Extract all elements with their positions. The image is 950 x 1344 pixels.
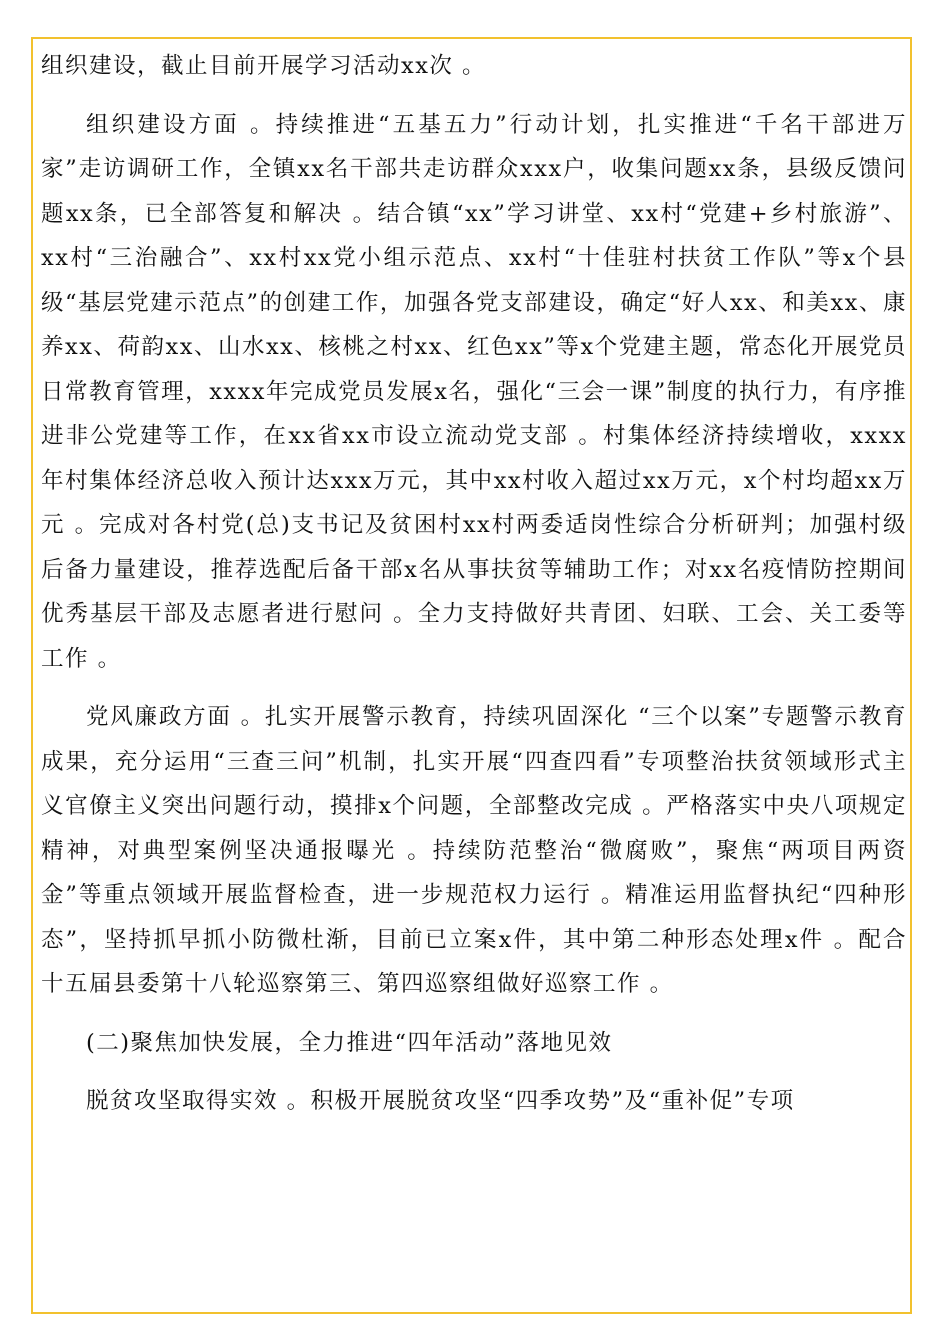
- paragraph-organization-continued: 组织建设，截止目前开展学习活动xx次 。: [41, 53, 487, 79]
- paragraph-clean-governance: 党风廉政方面 。扎实开展警示教育，持续巩固深化 “三个以案”专题警示教育成果，充分运用“三查三问”机制，扎实开展“四查四看”专项整治扶贫领域形式主义官僚主义突出问题行动，摸排x个问题，全部整改完成 。严格落实中央八项规定精神，对典型案例坚决通报曝光 。持续防范整治“微腐败”，聚焦“两项目两资金”等重点领域开展监督检查，进一步规范权力运行 。精准运用监督执纪“四种形态”，坚持抓早抓小防微杜渐，目前已立案x件，其中第二种形态处理x件 。配合十五届县委第十八轮巡察第三、第四巡察组做好巡察工作 。: [41, 704, 907, 997]
- paragraph-organization-building: 组织建设方面 。持续推进“五基五力”行动计划，扎实推进“千名干部进万家”走访调研工作，全镇xx名干部共走访群众xxx户，收集问题xx条，县级反馈问题xx条，已全部答复和解决 。结合镇“xx”学习讲堂、xx村“党建+乡村旅游”、xx村“三治融合”、xx村xx党小组示范点、xx村“十佳驻村扶贫工作队”等x个县级“基层党建示范点”的创建工作，加强各党支部建设，确定“好人xx、和美xx、康养xx、荷韵xx、山水xx、核桃之村xx、红色xx”等x个党建主题，常态化开展党员日常教育管理，xxxx年完成党员发展x名，强化“三会一课”制度的执行力，有序推进非公党建等工作，在xx省xx市设立流动党支部 。村集体经济持续增收，xxxx年村集体经济总收入预计达xxx万元，其中xx村收入超过xx万元，x个村均超xx万元 。完成对各村党(总)支书记及贫困村xx村两委适岗性综合分析研判；加强村级后备力量建设，推荐选配后备干部x名从事扶贫等辅助工作；对xx名疫情防控期间优秀基层干部及志愿者进行慰问 。全力支持做好共青团、妇联、工会、关工委等工作 。: [41, 111, 907, 672]
- section-heading-development: (二)聚焦加快发展，全力推进“四年活动”落地见效: [86, 1029, 613, 1056]
- paragraph-poverty-alleviation: 脱贫攻坚取得实效 。积极开展脱贫攻坚“四季攻势”及“重补促”专项: [86, 1088, 795, 1114]
- document-body: [41, 44, 907, 1124]
